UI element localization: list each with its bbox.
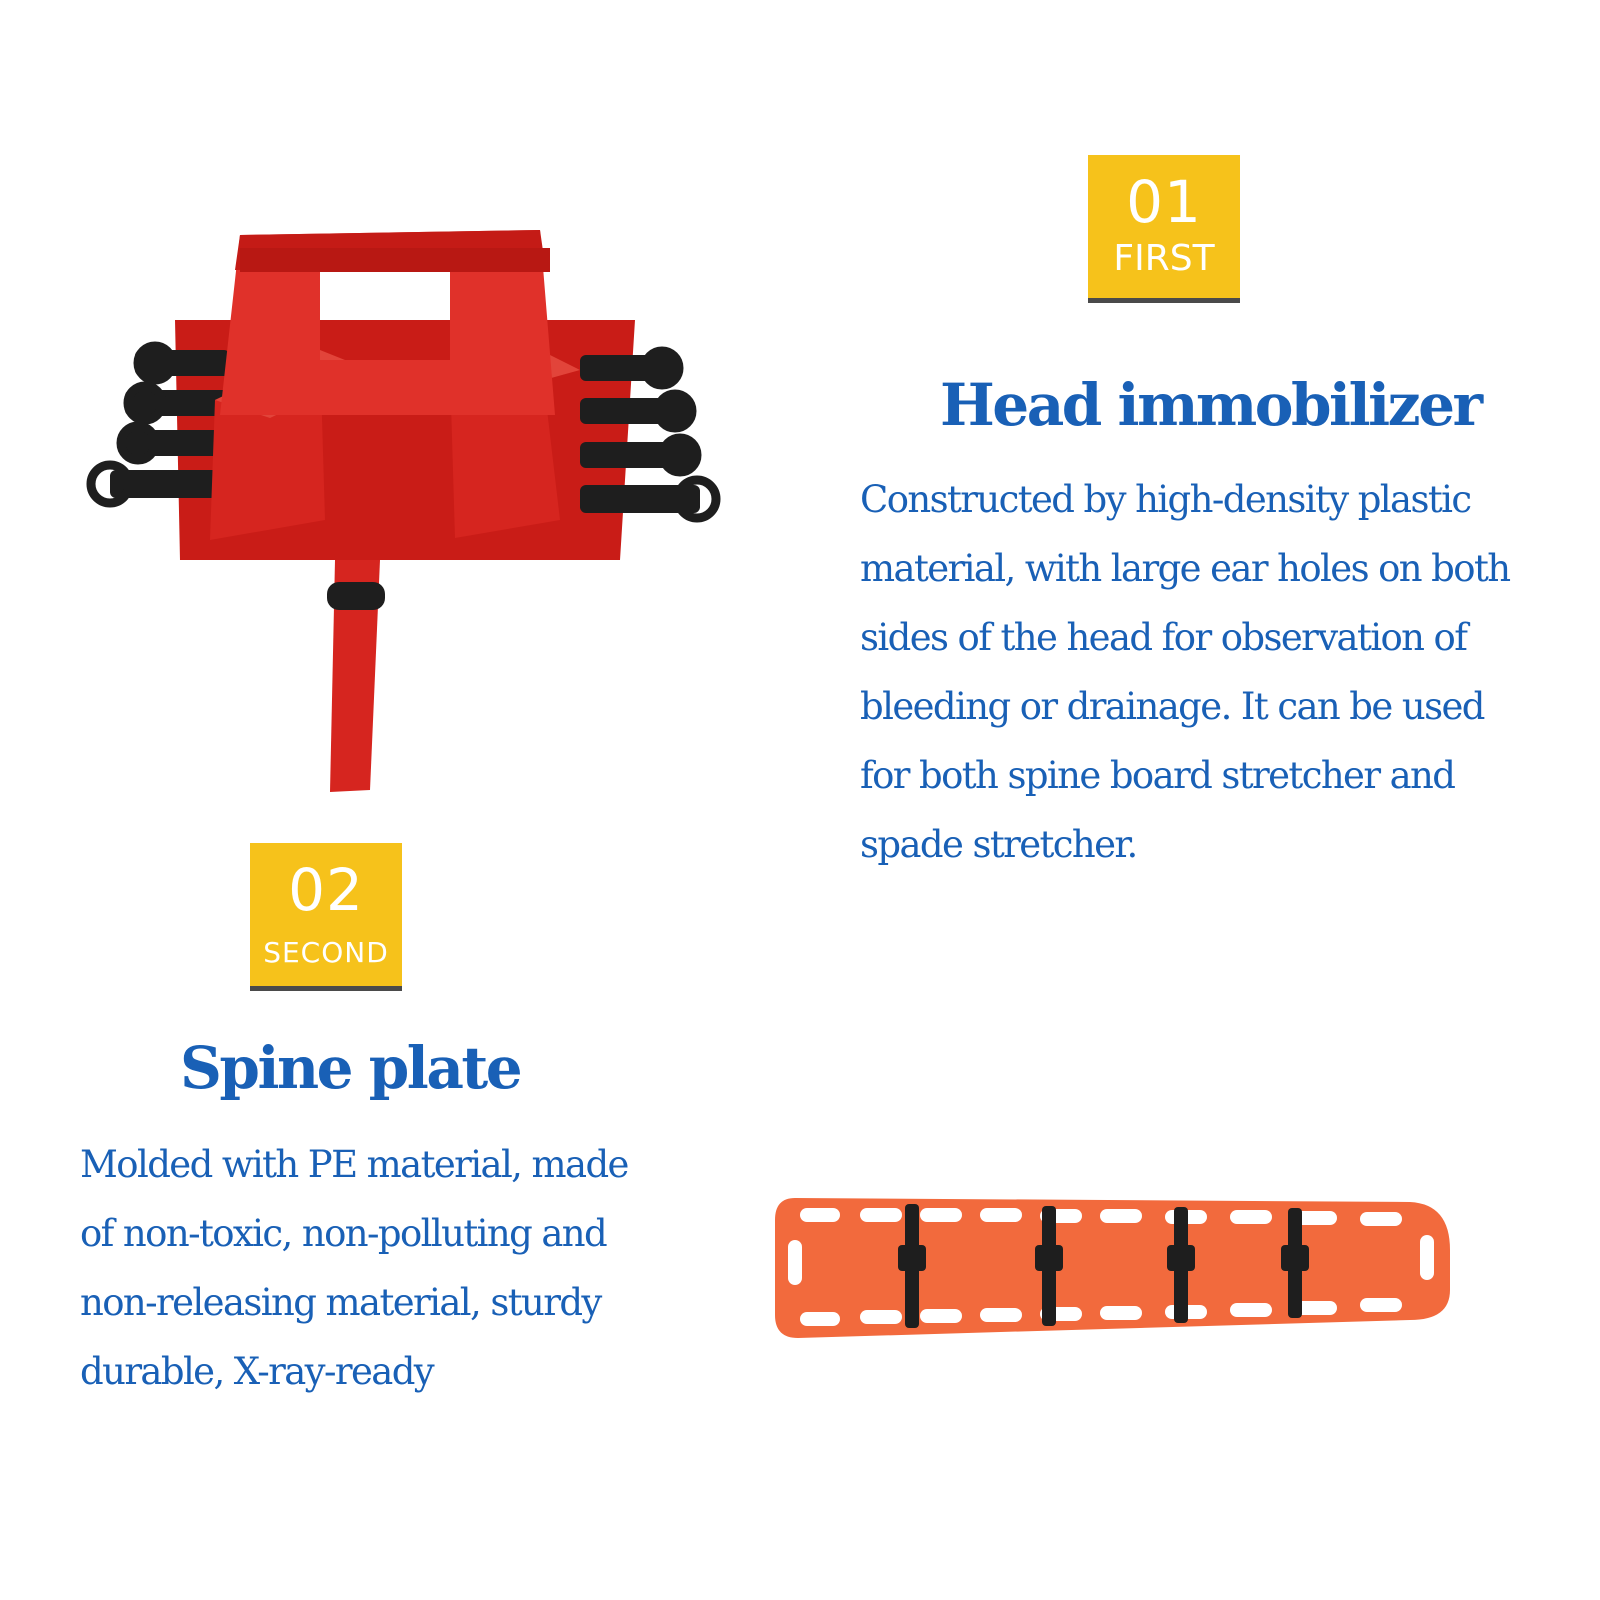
description-line: for both spine board stretcher and [860,754,1455,797]
description-line: bleeding or drainage. It can be used [860,685,1484,728]
badge-word: FIRST [1113,238,1215,279]
head-immobilizer-description [860,465,1509,879]
badge-number: 02 [288,856,364,924]
description-line: Molded with PE material, made [80,1143,628,1186]
description-line: durable, X-ray-ready [80,1350,434,1393]
description-line: of non-toxic, non-polluting and [80,1212,607,1255]
description-line: material, with large ear holes on both [860,547,1510,590]
badge-word: SECOND [263,936,389,969]
spine-plate-description [80,1130,628,1406]
section-badge-02 [250,843,402,991]
section-badge-01 [1088,155,1240,303]
description-line: Constructed by high-density plastic [860,478,1471,521]
description-line: spade stretcher. [860,823,1137,866]
spine-plate-title: Spine plate [180,1034,521,1102]
description-line: non-releasing material, sturdy [80,1281,601,1324]
description-line: sides of the head for observation of [860,616,1467,659]
spine-board-image [770,1190,1460,1350]
badge-number: 01 [1126,168,1202,236]
head-immobilizer-title: Head immobilizer [940,371,1481,439]
head-immobilizer-image [80,220,730,800]
